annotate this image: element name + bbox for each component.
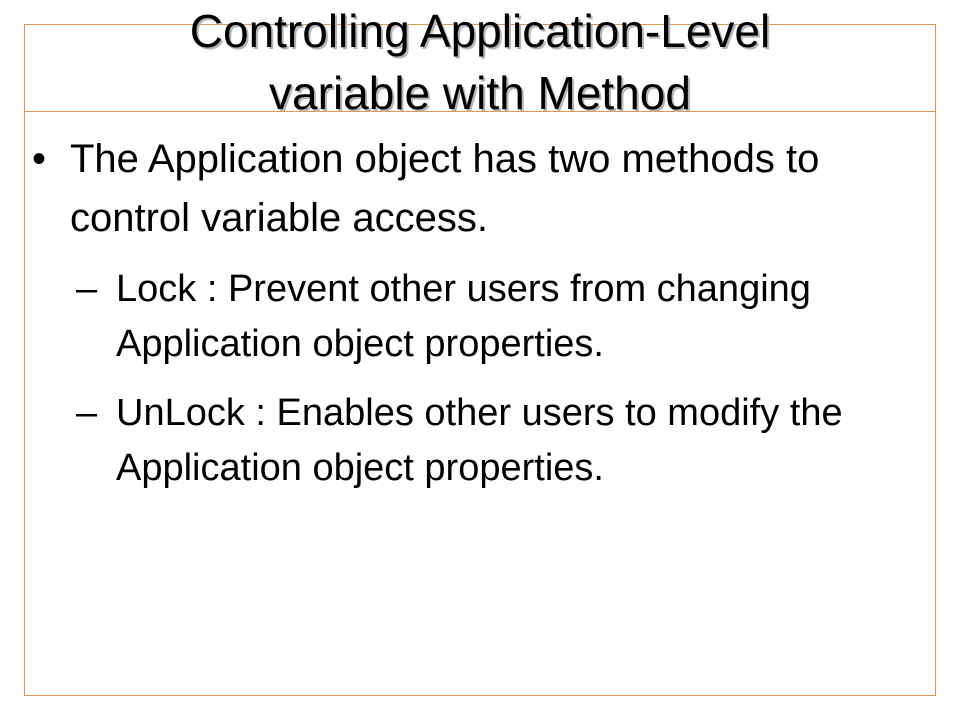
sub-bullet-item-unlock	[32, 386, 912, 496]
slide-title-line-1: Controlling Application-Level	[189, 5, 771, 57]
sub-bullet-marker: –	[76, 392, 98, 434]
sub-bullet-list	[32, 262, 912, 496]
sub-bullet-item-lock	[32, 262, 912, 372]
bullet-marker: •	[32, 137, 47, 181]
sub-bullet-text-lock: Lock : Prevent other users from changing Application object properties.	[116, 268, 811, 365]
bullet-text: The Application object has two methods to control variable access.	[70, 137, 820, 240]
sub-bullet-marker: –	[76, 268, 98, 310]
slide-title-line-2: variable with Method	[269, 67, 691, 119]
slide-title	[0, 0, 960, 124]
sub-bullet-text-unlock: UnLock : Enables other users to modify the Application object properties.	[116, 392, 843, 489]
bullet-item	[32, 130, 912, 248]
slide-body	[32, 130, 912, 510]
